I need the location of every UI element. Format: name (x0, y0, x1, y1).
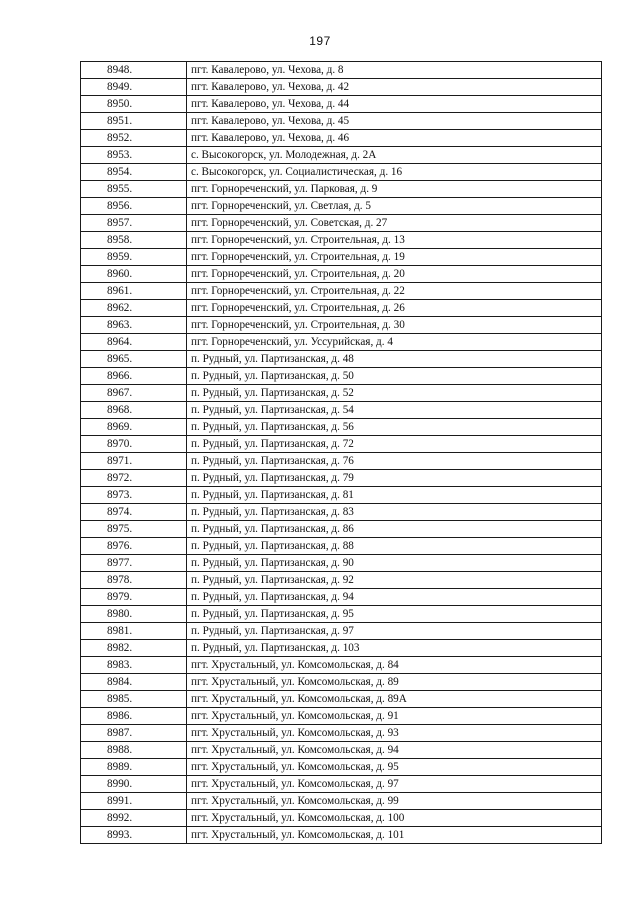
row-address: пгт. Горнореченский, ул. Парковая, д. 9 (187, 181, 602, 198)
row-number: 8960. (81, 266, 187, 283)
table-row (81, 572, 602, 589)
row-address: п. Рудный, ул. Партизанская, д. 52 (187, 385, 602, 402)
table-row (81, 113, 602, 130)
table-row (81, 674, 602, 691)
address-table-body (81, 62, 602, 844)
row-number: 8978. (81, 572, 187, 589)
table-row (81, 368, 602, 385)
table-row (81, 759, 602, 776)
row-address: пгт. Хрустальный, ул. Комсомольская, д. 97 (187, 776, 602, 793)
row-number: 8964. (81, 334, 187, 351)
row-address: п. Рудный, ул. Партизанская, д. 81 (187, 487, 602, 504)
table-row (81, 164, 602, 181)
table-row (81, 266, 602, 283)
row-address: п. Рудный, ул. Партизанская, д. 97 (187, 623, 602, 640)
row-address: пгт. Хрустальный, ул. Комсомольская, д. 94 (187, 742, 602, 759)
row-number: 8988. (81, 742, 187, 759)
table-row (81, 453, 602, 470)
table-row (81, 470, 602, 487)
row-number: 8950. (81, 96, 187, 113)
row-number: 8967. (81, 385, 187, 402)
row-number: 8984. (81, 674, 187, 691)
table-row (81, 283, 602, 300)
row-number: 8951. (81, 113, 187, 130)
row-address: п. Рудный, ул. Партизанская, д. 48 (187, 351, 602, 368)
row-number: 8968. (81, 402, 187, 419)
table-row (81, 79, 602, 96)
table-row (81, 385, 602, 402)
table-row (81, 623, 602, 640)
table-row (81, 96, 602, 113)
row-number: 8965. (81, 351, 187, 368)
row-address: п. Рудный, ул. Партизанская, д. 103 (187, 640, 602, 657)
table-row (81, 504, 602, 521)
row-address: пгт. Горнореченский, ул. Советская, д. 27 (187, 215, 602, 232)
row-number: 8970. (81, 436, 187, 453)
row-number: 8971. (81, 453, 187, 470)
row-address: пгт. Горнореченский, ул. Строительная, д. 13 (187, 232, 602, 249)
row-number: 8975. (81, 521, 187, 538)
row-number: 8981. (81, 623, 187, 640)
row-number: 8957. (81, 215, 187, 232)
row-address: пгт. Кавалерово, ул. Чехова, д. 46 (187, 130, 602, 147)
row-address: пгт. Хрустальный, ул. Комсомольская, д. 91 (187, 708, 602, 725)
row-number: 8976. (81, 538, 187, 555)
row-number: 8959. (81, 249, 187, 266)
row-number: 8972. (81, 470, 187, 487)
table-row (81, 810, 602, 827)
table-row (81, 538, 602, 555)
table-row (81, 827, 602, 844)
row-number: 8958. (81, 232, 187, 249)
table-row (81, 589, 602, 606)
row-address: пгт. Хрустальный, ул. Комсомольская, д. 99 (187, 793, 602, 810)
row-number: 8987. (81, 725, 187, 742)
row-number: 8961. (81, 283, 187, 300)
row-number: 8963. (81, 317, 187, 334)
table-row (81, 181, 602, 198)
table-row (81, 198, 602, 215)
row-address: с. Высокогорск, ул. Социалистическая, д. 16 (187, 164, 602, 181)
row-address: п. Рудный, ул. Партизанская, д. 92 (187, 572, 602, 589)
table-row (81, 691, 602, 708)
row-address: п. Рудный, ул. Партизанская, д. 95 (187, 606, 602, 623)
table-row (81, 249, 602, 266)
row-address: пгт. Горнореченский, ул. Строительная, д. 19 (187, 249, 602, 266)
row-number: 8986. (81, 708, 187, 725)
row-number: 8954. (81, 164, 187, 181)
table-row (81, 793, 602, 810)
row-address: п. Рудный, ул. Партизанская, д. 56 (187, 419, 602, 436)
row-address: пгт. Хрустальный, ул. Комсомольская, д. 89 (187, 674, 602, 691)
table-row (81, 640, 602, 657)
table-row (81, 487, 602, 504)
row-address: пгт. Горнореченский, ул. Светлая, д. 5 (187, 198, 602, 215)
table-row (81, 351, 602, 368)
row-address: п. Рудный, ул. Партизанская, д. 54 (187, 402, 602, 419)
table-row (81, 147, 602, 164)
row-number: 8952. (81, 130, 187, 147)
table-row (81, 130, 602, 147)
row-number: 8993. (81, 827, 187, 844)
row-address: пгт. Хрустальный, ул. Комсомольская, д. 95 (187, 759, 602, 776)
row-number: 8966. (81, 368, 187, 385)
table-row (81, 657, 602, 674)
row-address: пгт. Хрустальный, ул. Комсомольская, д. 100 (187, 810, 602, 827)
table-row (81, 606, 602, 623)
table-row (81, 317, 602, 334)
table-row (81, 521, 602, 538)
row-address: п. Рудный, ул. Партизанская, д. 83 (187, 504, 602, 521)
row-address: пгт. Хрустальный, ул. Комсомольская, д. 93 (187, 725, 602, 742)
row-number: 8992. (81, 810, 187, 827)
row-number: 8955. (81, 181, 187, 198)
table-row (81, 232, 602, 249)
row-number: 8956. (81, 198, 187, 215)
row-address: п. Рудный, ул. Партизанская, д. 88 (187, 538, 602, 555)
table-row (81, 776, 602, 793)
row-number: 8962. (81, 300, 187, 317)
row-address: п. Рудный, ул. Партизанская, д. 50 (187, 368, 602, 385)
row-address: пгт. Горнореченский, ул. Строительная, д. 26 (187, 300, 602, 317)
table-row (81, 742, 602, 759)
table-row (81, 708, 602, 725)
row-address: п. Рудный, ул. Партизанская, д. 94 (187, 589, 602, 606)
row-address: пгт. Кавалерово, ул. Чехова, д. 42 (187, 79, 602, 96)
row-address: п. Рудный, ул. Партизанская, д. 76 (187, 453, 602, 470)
row-address: с. Высокогорск, ул. Молодежная, д. 2А (187, 147, 602, 164)
row-address: пгт. Горнореченский, ул. Строительная, д. 30 (187, 317, 602, 334)
row-number: 8991. (81, 793, 187, 810)
table-row (81, 402, 602, 419)
address-table (80, 61, 602, 844)
table-row (81, 215, 602, 232)
row-number: 8977. (81, 555, 187, 572)
row-address: п. Рудный, ул. Партизанская, д. 79 (187, 470, 602, 487)
row-number: 8985. (81, 691, 187, 708)
table-row (81, 436, 602, 453)
row-address: пгт. Горнореченский, ул. Уссурийская, д. 4 (187, 334, 602, 351)
row-number: 8973. (81, 487, 187, 504)
row-address: пгт. Кавалерово, ул. Чехова, д. 44 (187, 96, 602, 113)
row-address: п. Рудный, ул. Партизанская, д. 90 (187, 555, 602, 572)
row-number: 8982. (81, 640, 187, 657)
row-number: 8980. (81, 606, 187, 623)
table-row (81, 334, 602, 351)
row-address: пгт. Кавалерово, ул. Чехова, д. 45 (187, 113, 602, 130)
row-number: 8979. (81, 589, 187, 606)
row-number: 8990. (81, 776, 187, 793)
row-address: п. Рудный, ул. Партизанская, д. 72 (187, 436, 602, 453)
row-address: пгт. Хрустальный, ул. Комсомольская, д. 84 (187, 657, 602, 674)
table-row (81, 555, 602, 572)
table-row (81, 300, 602, 317)
row-address: п. Рудный, ул. Партизанская, д. 86 (187, 521, 602, 538)
row-address: пгт. Хрустальный, ул. Комсомольская, д. 89А (187, 691, 602, 708)
row-number: 8989. (81, 759, 187, 776)
row-number: 8948. (81, 62, 187, 79)
row-number: 8983. (81, 657, 187, 674)
table-row (81, 419, 602, 436)
row-address: пгт. Хрустальный, ул. Комсомольская, д. 101 (187, 827, 602, 844)
row-number: 8953. (81, 147, 187, 164)
row-number: 8949. (81, 79, 187, 96)
row-number: 8969. (81, 419, 187, 436)
row-number: 8974. (81, 504, 187, 521)
table-row (81, 725, 602, 742)
row-address: пгт. Кавалерово, ул. Чехова, д. 8 (187, 62, 602, 79)
row-address: пгт. Горнореченский, ул. Строительная, д. 22 (187, 283, 602, 300)
page-number: 197 (309, 34, 331, 48)
row-address: пгт. Горнореченский, ул. Строительная, д. 20 (187, 266, 602, 283)
table-row (81, 62, 602, 79)
